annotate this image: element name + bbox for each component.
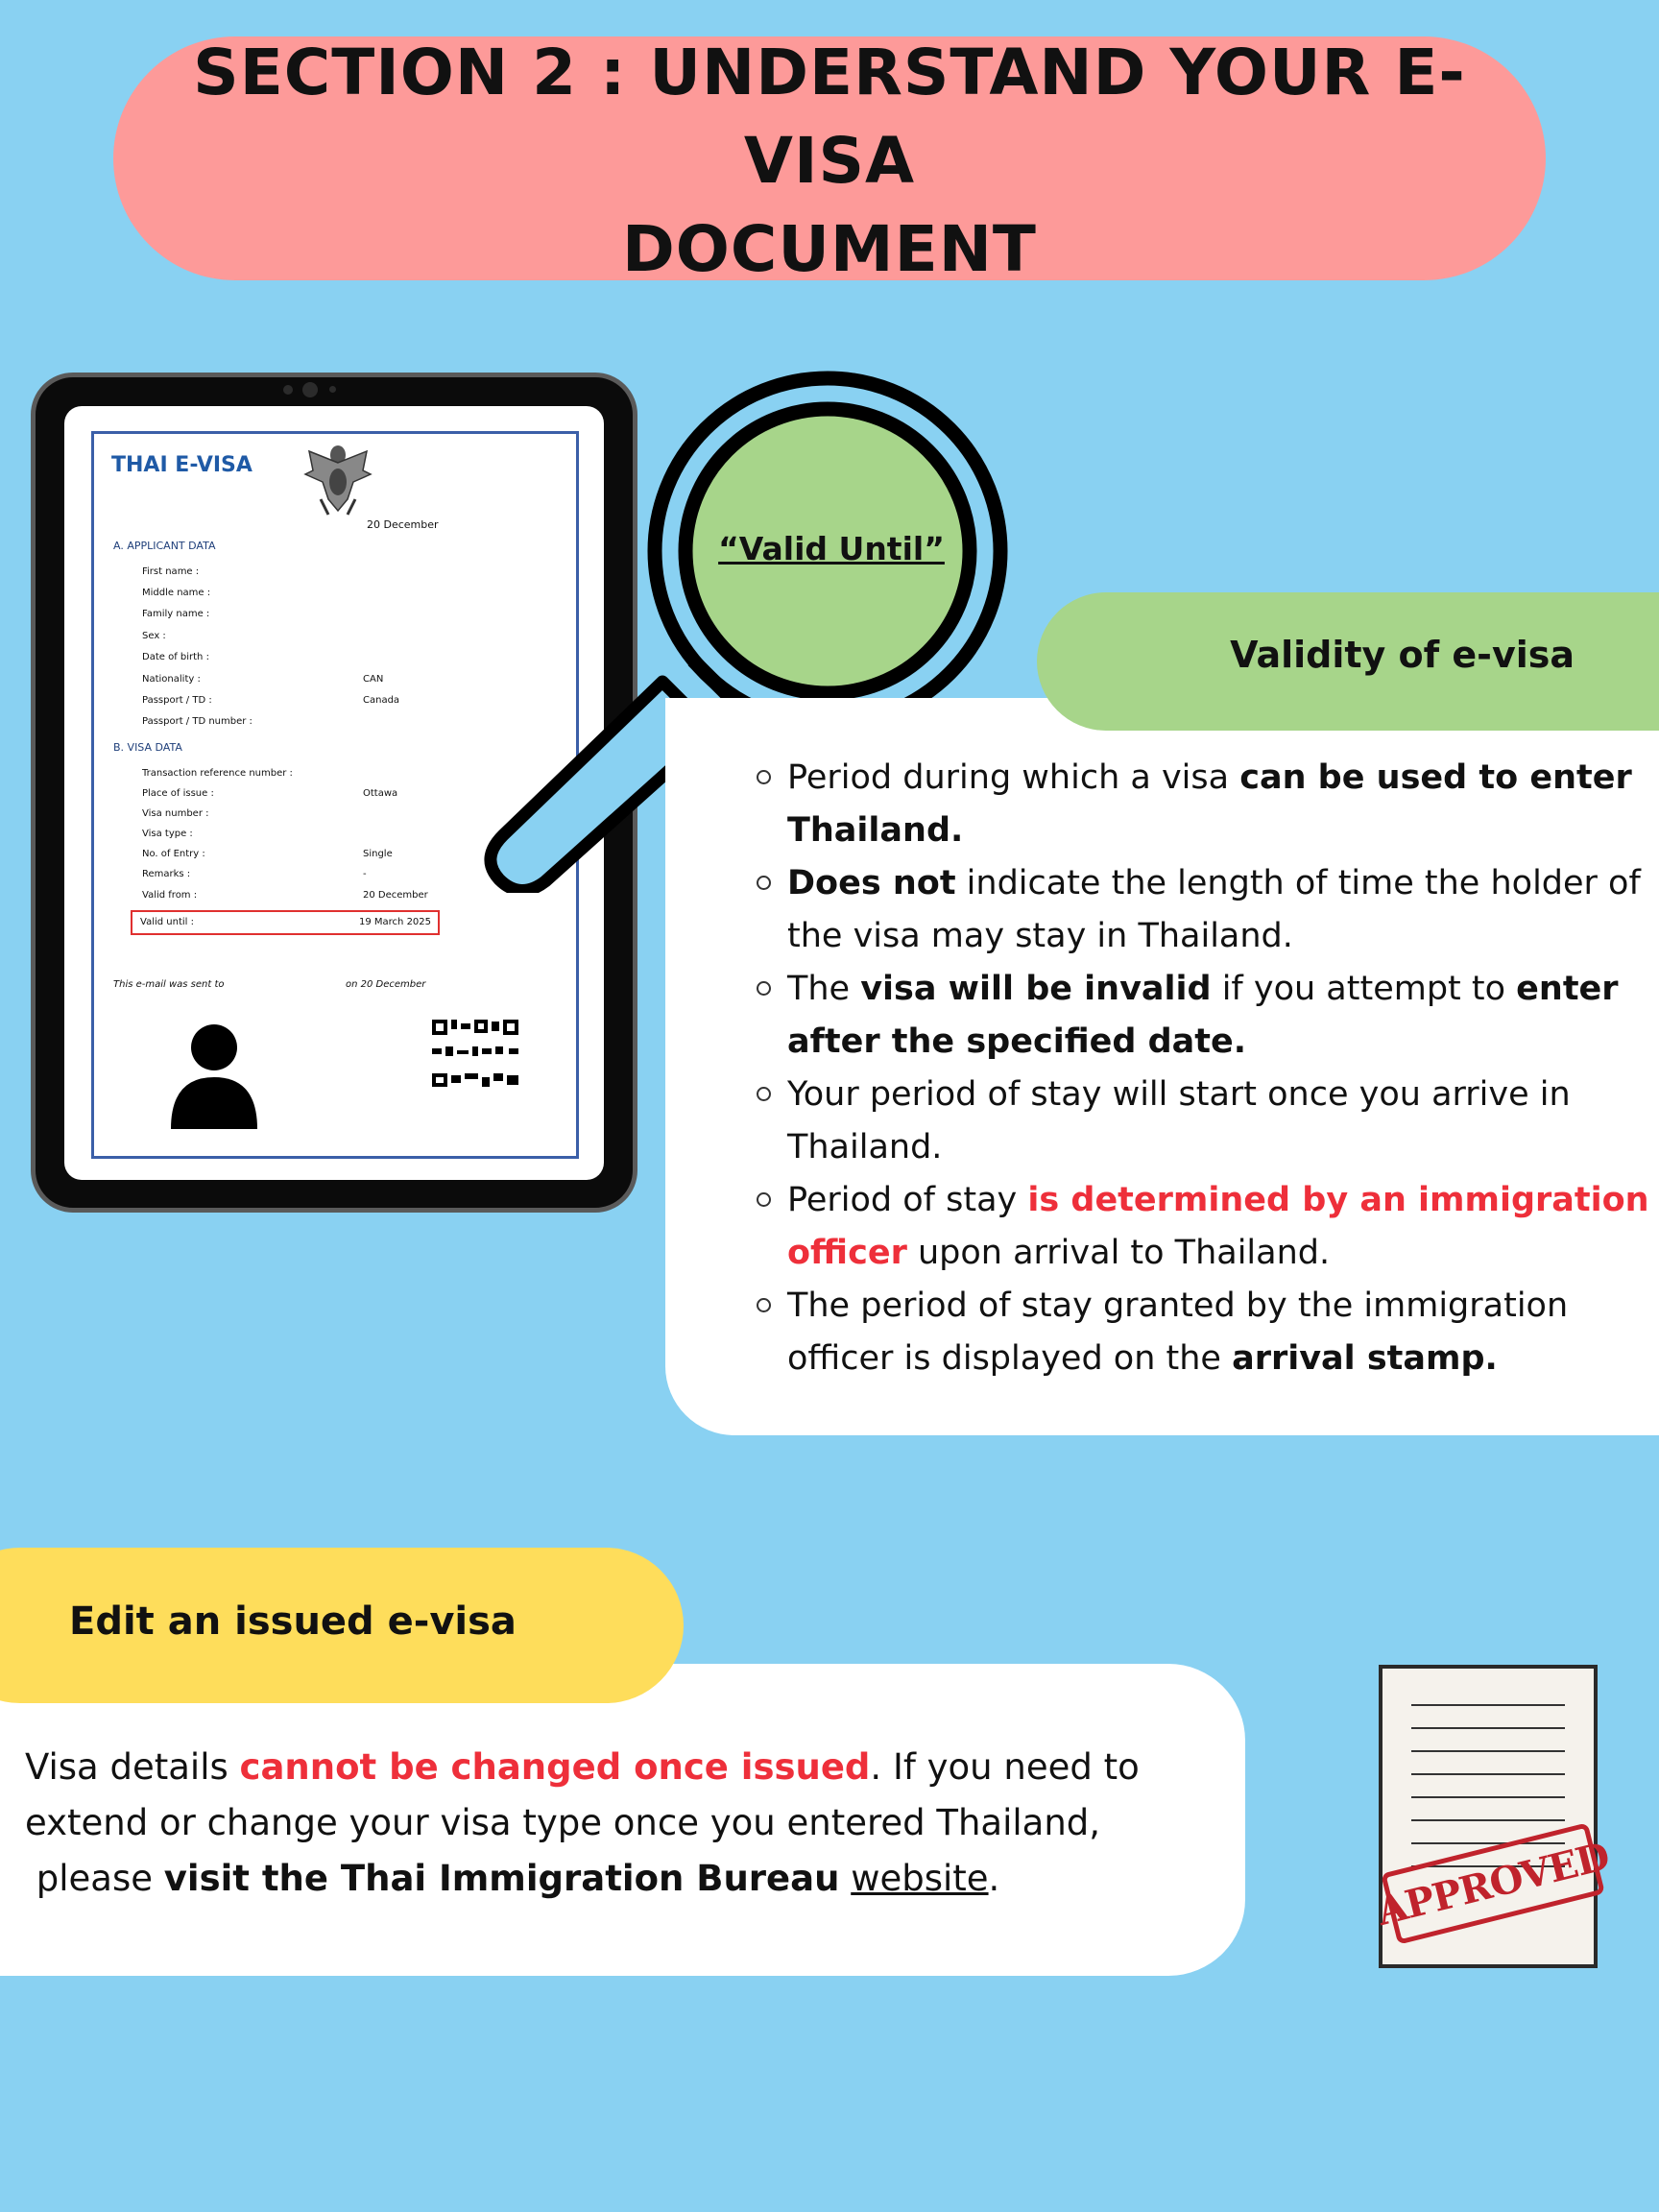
validity-item: Period during which a visa can be used to enter Thailand.: [787, 752, 1651, 857]
edit-warning: cannot be changed once issued: [239, 1746, 871, 1788]
doc-row: First name :: [142, 566, 200, 577]
doc-row: Middle name :: [142, 588, 211, 598]
validity-title: Validity of e-visa: [1230, 634, 1575, 676]
validity-item: The visa will be invalid if you attempt to enter after the specified date.: [787, 963, 1651, 1069]
tablet-camera: [302, 382, 318, 397]
tablet-light: [329, 386, 336, 393]
doc-row: Transaction reference number :: [142, 768, 293, 779]
validity-item: The period of stay granted by the immigration officer is displayed on the arrival stamp.: [787, 1280, 1651, 1385]
applicant-data-heading: A. APPLICANT DATA: [113, 540, 216, 552]
validity-item: Your period of stay will start once you arrive in Thailand.: [787, 1069, 1651, 1174]
doc-row: No. of Entry : Single: [142, 849, 393, 859]
person-silhouette-icon: [169, 1023, 259, 1131]
approved-stamp: APPROVED: [1381, 1822, 1605, 1944]
qr-code-icon: [432, 1020, 520, 1089]
garuda-emblem-icon: [303, 442, 373, 517]
tablet-sensor: [283, 385, 293, 395]
doc-row: Passport / TD : Canada: [142, 695, 400, 706]
edit-title: Edit an issued e-visa: [69, 1599, 517, 1644]
visa-data-heading: B. VISA DATA: [113, 741, 182, 754]
evisa-heading: THAI E-VISA: [111, 453, 252, 477]
validity-item: Does not indicate the length of time the holder of the visa may stay in Thailand.: [787, 857, 1651, 963]
edit-paragraph: [25, 1740, 1215, 1907]
validity-list: [787, 752, 1651, 1385]
doc-row: Visa type :: [142, 829, 193, 839]
doc-row: Sex :: [142, 631, 166, 641]
email-date: on 20 December: [346, 979, 426, 990]
validity-item: Period of stay is determined by an immigration officer upon arrival to Thailand.: [787, 1174, 1651, 1280]
valid-until-value: 19 March 2025: [359, 917, 432, 927]
edit-line-3: please visit the Thai Immigration Bureau website.: [25, 1858, 1000, 1899]
doc-row: Valid from : 20 December: [142, 890, 428, 901]
website-link[interactable]: website: [851, 1858, 989, 1899]
valid-until-label: Valid until :: [140, 917, 194, 927]
page-title-line1: SECTION 2 : UNDERSTAND YOUR E-VISA: [193, 36, 1466, 198]
doc-row: Place of issue : Ottawa: [142, 788, 398, 799]
email-note: This e-mail was sent to: [113, 979, 225, 990]
page-title-line2: DOCUMENT: [622, 212, 1037, 286]
doc-row: Date of birth :: [142, 652, 209, 662]
edit-line-2: extend or change your visa type once you entered Thailand,: [25, 1802, 1101, 1843]
valid-until-callout: “Valid Until”: [718, 530, 945, 567]
doc-row: Remarks : -: [142, 869, 367, 879]
doc-row: Passport / TD number :: [142, 716, 252, 727]
title-banner: [113, 36, 1546, 286]
evisa-date: 20 December: [367, 518, 439, 531]
doc-row: Visa number :: [142, 808, 209, 819]
doc-row: Family name :: [142, 609, 210, 619]
valid-until-highlight: [131, 910, 440, 935]
doc-row: Nationality : CAN: [142, 674, 384, 685]
edit-line-1: Visa details cannot be changed once issued. If you need to: [25, 1746, 1140, 1788]
